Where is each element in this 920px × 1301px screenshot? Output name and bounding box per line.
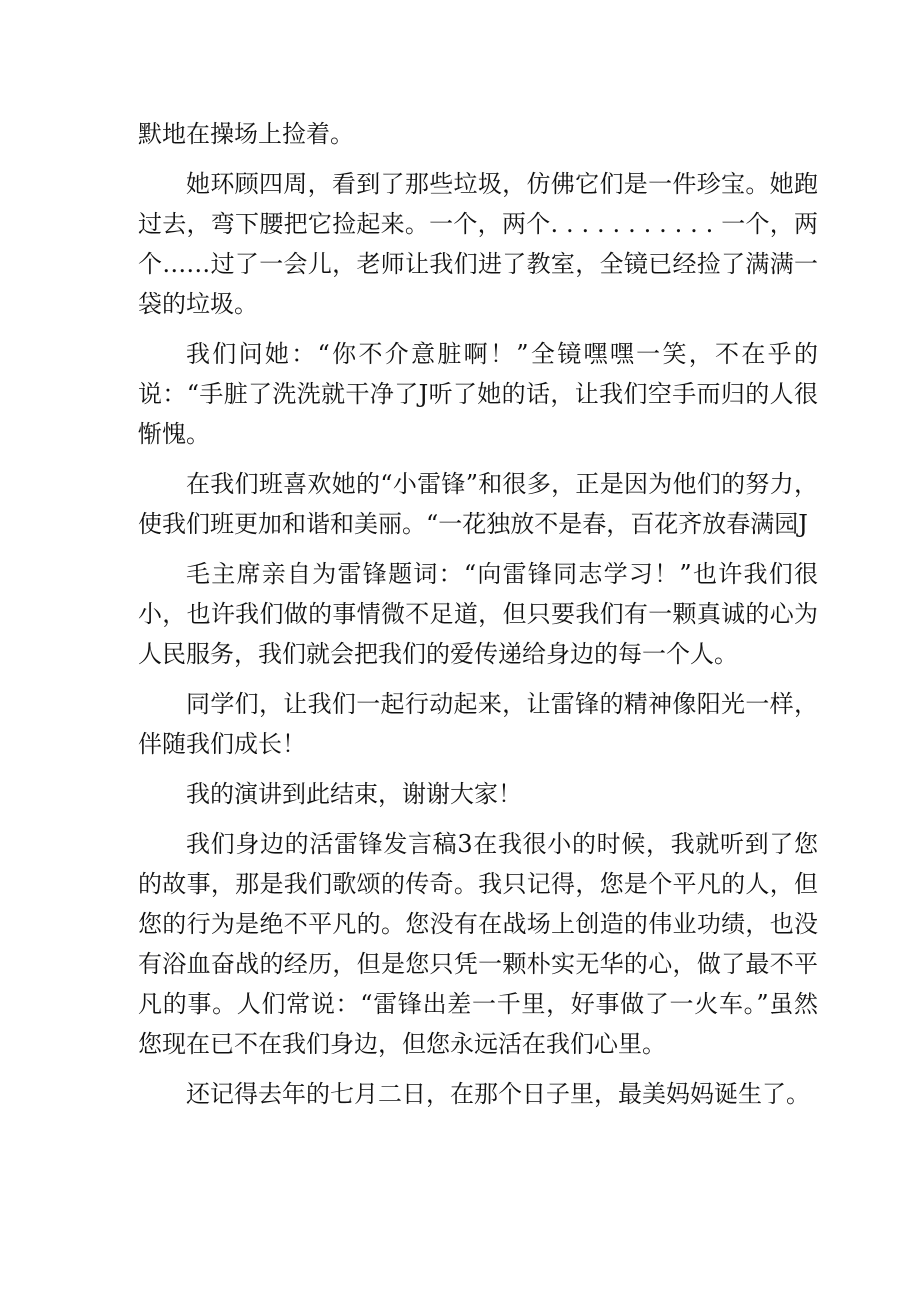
paragraph-chairman-mao: 毛主席亲自为雷锋题词：“向雷锋同志学习！”也许我们很小，也许我们做的事情微不足道，但只要我们有一颗真诚的心为人民服务，我们就会把我们的爱传递给身边的每一个人。 — [138, 560, 818, 668]
paragraph-class-leifeng: 在我们班喜欢她的“小雷锋”和很多，正是因为他们的努力，使我们班更加和谐和美丽。“一花独放不是春，百花齐放春满园J — [138, 470, 818, 538]
paragraph-dialogue: 我们问她：“你不介意脏啊！”全镜嘿嘿一笑，不在乎的说：“手脏了洗洗就干净了J听了她的话，让我们空手而归的人很惭愧。 — [138, 340, 818, 448]
paragraph-call-to-action: 同学们，让我们一起行动起来，让雷锋的精神像阳光一样，伴随我们成长！ — [138, 690, 818, 758]
paragraph-closing: 我的演讲到此结束，谢谢大家！ — [186, 780, 522, 808]
document-body — [138, 114, 818, 1124]
paragraph-july-second: 还记得去年的七月二日，在那个日子里，最美妈妈诞生了。 — [186, 1080, 810, 1108]
paragraph-continuation: 默地在操场上捡着。 — [138, 120, 354, 148]
paragraph-speech-3: 我们身边的活雷锋发言稿3在我很小的时候，我就听到了您的故事，那是我们歌颂的传奇。我只记得，您是个平凡的人，但您的行为是绝不平凡的。您没有在战场上创造的伟业功绩，也没有浴血奋战的经历，但是您只凭一颗朴实无华的心，做了最不平凡的事。人们常说：“雷锋出差一千里，好事做了一火车。”虽然您现在已不在我们身边，但您永远活在我们心里。 — [138, 830, 818, 1058]
paragraph-picking-trash: 她环顾四周，看到了那些垃圾，仿佛它们是一件珍宝。她跑过去，弯下腰把它捡起来。一个，两个. . . . . . . . . . . 一个，两个……过了一会儿，老师让我们进了教室，全镜已经捡了满满一袋的垃圾。 — [138, 170, 818, 318]
